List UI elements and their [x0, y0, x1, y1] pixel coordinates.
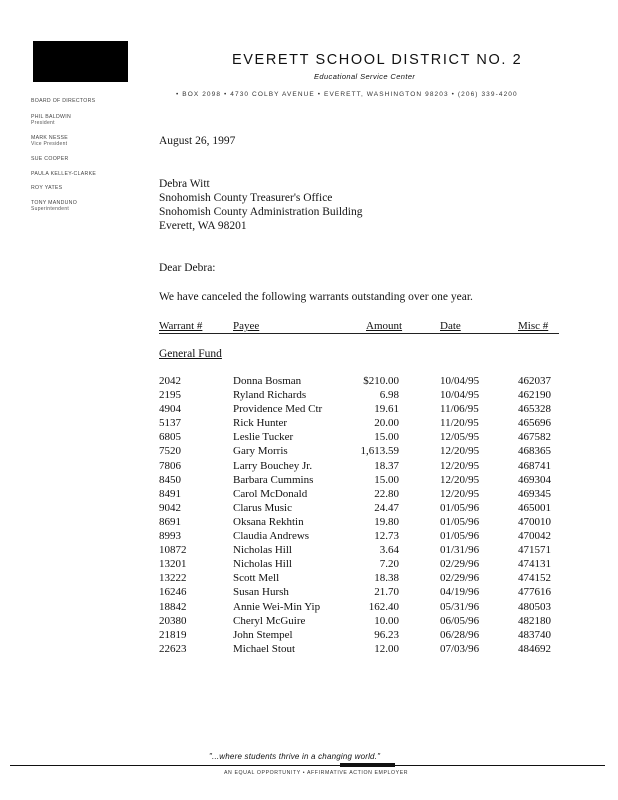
- intro-paragraph: We have canceled the following warrants outstanding over one year.: [159, 291, 473, 303]
- cell-payee: Susan Hursh: [233, 586, 289, 599]
- cell-warrant: 22623: [159, 642, 187, 655]
- cell-date: 02/29/96: [440, 572, 480, 585]
- cell-warrant: 8993: [159, 530, 181, 543]
- board-member-name: MARK NESSE: [31, 135, 69, 141]
- table-row: [159, 502, 559, 516]
- recipient-line: Debra Witt: [159, 178, 210, 190]
- board-member-role: President: [31, 120, 55, 126]
- board-member: [31, 185, 62, 191]
- cell-warrant: 10872: [159, 544, 187, 557]
- cell-date: 11/06/95: [440, 403, 479, 416]
- cell-payee: Providence Med Ctr: [233, 403, 323, 416]
- table-row: [159, 629, 559, 643]
- tagline: "...where students thrive in a changing world.": [209, 752, 381, 761]
- cell-date: 05/31/96: [440, 600, 480, 613]
- cell-misc: 465001: [518, 501, 551, 514]
- board-member: [31, 135, 68, 147]
- cell-amount: 19.61: [374, 403, 399, 416]
- footer-rule-mark: [340, 763, 395, 767]
- cell-warrant: 6805: [159, 431, 181, 444]
- cell-warrant: 2195: [159, 389, 181, 402]
- cell-misc: 474152: [518, 572, 551, 585]
- cell-amount: 19.80: [374, 515, 399, 528]
- footer-rule: [395, 765, 605, 766]
- cell-amount: 24.47: [374, 501, 399, 514]
- table-row: [159, 375, 559, 389]
- cell-amount: 3.64: [379, 544, 399, 557]
- footer-note: AN EQUAL OPPORTUNITY • AFFIRMATIVE ACTION EMPLOYER: [224, 770, 409, 776]
- header-misc: Misc #: [518, 320, 549, 332]
- table-row: [159, 601, 559, 615]
- board-member-name: PHIL BALDWIN: [31, 114, 72, 120]
- cell-misc: 482180: [518, 614, 551, 627]
- cell-warrant: 13222: [159, 572, 187, 585]
- table-row: [159, 403, 559, 417]
- board-member: [31, 114, 71, 126]
- cell-misc: 484692: [518, 642, 551, 655]
- cell-date: 04/19/96: [440, 586, 480, 599]
- redaction-block: [33, 41, 128, 82]
- cell-amount: 22.80: [374, 487, 399, 500]
- cell-warrant: 8491: [159, 487, 181, 500]
- warrant-table: [159, 375, 559, 657]
- cell-amount: 7.20: [379, 558, 399, 571]
- cell-date: 06/28/96: [440, 628, 480, 641]
- cell-amount: 15.00: [374, 473, 399, 486]
- recipient-line: Everett, WA 98201: [159, 220, 247, 232]
- cell-date: 12/20/95: [440, 473, 480, 486]
- fund-label: General Fund: [159, 348, 222, 360]
- cell-amount: 18.37: [374, 459, 399, 472]
- cell-warrant: 20380: [159, 614, 187, 627]
- cell-date: 10/04/95: [440, 389, 480, 402]
- cell-payee: Nicholas Hill: [233, 544, 292, 557]
- cell-amount: 12.00: [374, 642, 399, 655]
- board-member-role: Vice President: [31, 141, 68, 147]
- cell-warrant: 7806: [159, 459, 181, 472]
- cell-payee: Barbara Cummins: [233, 473, 314, 486]
- cell-date: 11/20/95: [440, 417, 479, 430]
- cell-payee: Rick Hunter: [233, 417, 288, 430]
- cell-warrant: 8691: [159, 515, 181, 528]
- org-name: EVERETT SCHOOL DISTRICT NO. 2: [232, 52, 523, 68]
- cell-amount: 1,613.59: [360, 445, 399, 458]
- cell-payee: Oksana Rekhtin: [233, 515, 304, 528]
- board-member-name: TONY MANDUNO: [31, 200, 78, 206]
- cell-payee: Carol McDonald: [233, 487, 308, 500]
- table-row: [159, 431, 559, 445]
- cell-warrant: 7520: [159, 445, 181, 458]
- cell-payee: John Stempel: [233, 628, 293, 641]
- table-row: [159, 516, 559, 530]
- header-rule: [159, 333, 559, 334]
- header-warrant: Warrant #: [159, 320, 203, 332]
- board-member-name: SUE COOPER: [31, 156, 69, 162]
- board-member: [31, 156, 69, 162]
- cell-date: 01/31/96: [440, 544, 480, 557]
- cell-date: 01/05/96: [440, 501, 480, 514]
- cell-amount: 18.38: [374, 572, 399, 585]
- cell-misc: 474131: [518, 558, 551, 571]
- org-subtitle: Educational Service Center: [314, 72, 416, 81]
- board-member-name: ROY YATES: [31, 185, 63, 191]
- header-date: Date: [440, 320, 461, 332]
- cell-amount: $210.00: [363, 375, 399, 387]
- cell-amount: 12.73: [374, 530, 399, 543]
- cell-amount: 15.00: [374, 431, 399, 444]
- cell-misc: 468741: [518, 459, 551, 472]
- cell-misc: 483740: [518, 628, 551, 641]
- cell-date: 10/04/95: [440, 375, 480, 387]
- table-row: [159, 445, 559, 459]
- cell-misc: 465696: [518, 417, 551, 430]
- cell-date: 07/03/96: [440, 642, 480, 655]
- cell-payee: Cheryl McGuire: [233, 614, 306, 627]
- header-amount: Amount: [366, 320, 403, 332]
- cell-amount: 96.23: [374, 628, 399, 641]
- cell-warrant: 2042: [159, 375, 181, 387]
- cell-payee: Nicholas Hill: [233, 558, 292, 571]
- cell-payee: Leslie Tucker: [233, 431, 294, 444]
- cell-date: 12/20/95: [440, 459, 480, 472]
- cell-misc: 468365: [518, 445, 551, 458]
- table-row: [159, 615, 559, 629]
- table-row: [159, 643, 559, 657]
- cell-misc: 467582: [518, 431, 551, 444]
- cell-amount: 10.00: [374, 614, 399, 627]
- cell-payee: Ryland Richards: [233, 389, 307, 402]
- cell-date: 01/05/96: [440, 515, 480, 528]
- cell-misc: 469304: [518, 473, 551, 486]
- cell-misc: 470042: [518, 530, 551, 543]
- cell-date: 12/20/95: [440, 445, 480, 458]
- cell-warrant: 21819: [159, 628, 187, 641]
- table-row: [159, 572, 559, 586]
- table-row: [159, 460, 559, 474]
- cell-misc: 470010: [518, 515, 551, 528]
- cell-warrant: 4904: [159, 403, 181, 416]
- cell-payee: Claudia Andrews: [233, 530, 310, 543]
- cell-payee: Larry Bouchey Jr.: [233, 459, 313, 472]
- cell-date: 06/05/96: [440, 614, 480, 627]
- cell-misc: 471571: [518, 544, 551, 557]
- board-member-name: PAULA KELLEY-CLARKE: [31, 171, 97, 177]
- cell-misc: 462037: [518, 375, 551, 387]
- table-row: [159, 417, 559, 431]
- cell-date: 12/20/95: [440, 487, 480, 500]
- table-row: [159, 558, 559, 572]
- cell-warrant: 9042: [159, 501, 181, 514]
- cell-date: 01/05/96: [440, 530, 480, 543]
- recipient-line: Snohomish County Administration Building: [159, 206, 363, 218]
- cell-misc: 477616: [518, 586, 551, 599]
- org-address: • BOX 2098 • 4730 COLBY AVENUE • EVERETT, WASHINGTON 98203 • (206) 339-4200: [176, 91, 518, 98]
- board-member: [31, 171, 96, 177]
- cell-misc: 469345: [518, 487, 551, 500]
- cell-warrant: 16246: [159, 586, 187, 599]
- table-row: [159, 544, 559, 558]
- cell-misc: 465328: [518, 403, 551, 416]
- table-row: [159, 586, 559, 600]
- cell-payee: Michael Stout: [233, 642, 296, 655]
- cell-misc: 480503: [518, 600, 551, 613]
- cell-amount: 162.40: [368, 600, 399, 613]
- board-heading: BOARD OF DIRECTORS: [31, 98, 96, 104]
- recipient-line: Snohomish County Treasurer's Office: [159, 192, 333, 204]
- cell-warrant: 18842: [159, 600, 187, 613]
- cell-date: 02/29/96: [440, 558, 480, 571]
- table-row: [159, 474, 559, 488]
- cell-misc: 462190: [518, 389, 551, 402]
- cell-payee: Scott Mell: [233, 572, 280, 585]
- cell-warrant: 5137: [159, 417, 181, 430]
- salutation: Dear Debra:: [159, 262, 216, 274]
- table-header: [159, 320, 559, 334]
- cell-amount: 20.00: [374, 417, 399, 430]
- cell-date: 12/05/95: [440, 431, 480, 444]
- letter-date: August 26, 1997: [159, 135, 236, 147]
- header-payee: Payee: [233, 320, 260, 332]
- footer-rule: [10, 765, 340, 766]
- cell-amount: 6.98: [379, 389, 399, 402]
- table-row: [159, 488, 559, 502]
- board-member-role: Superintendent: [31, 206, 70, 212]
- table-row: [159, 389, 559, 403]
- cell-payee: Clarus Music: [233, 501, 292, 514]
- cell-payee: Donna Bosman: [233, 375, 302, 387]
- cell-warrant: 13201: [159, 558, 187, 571]
- cell-amount: 21.70: [374, 586, 399, 599]
- table-row: [159, 530, 559, 544]
- cell-warrant: 8450: [159, 473, 181, 486]
- cell-payee: Annie Wei-Min Yip: [233, 600, 321, 613]
- cell-payee: Gary Morris: [233, 445, 288, 458]
- board-member: [31, 200, 77, 212]
